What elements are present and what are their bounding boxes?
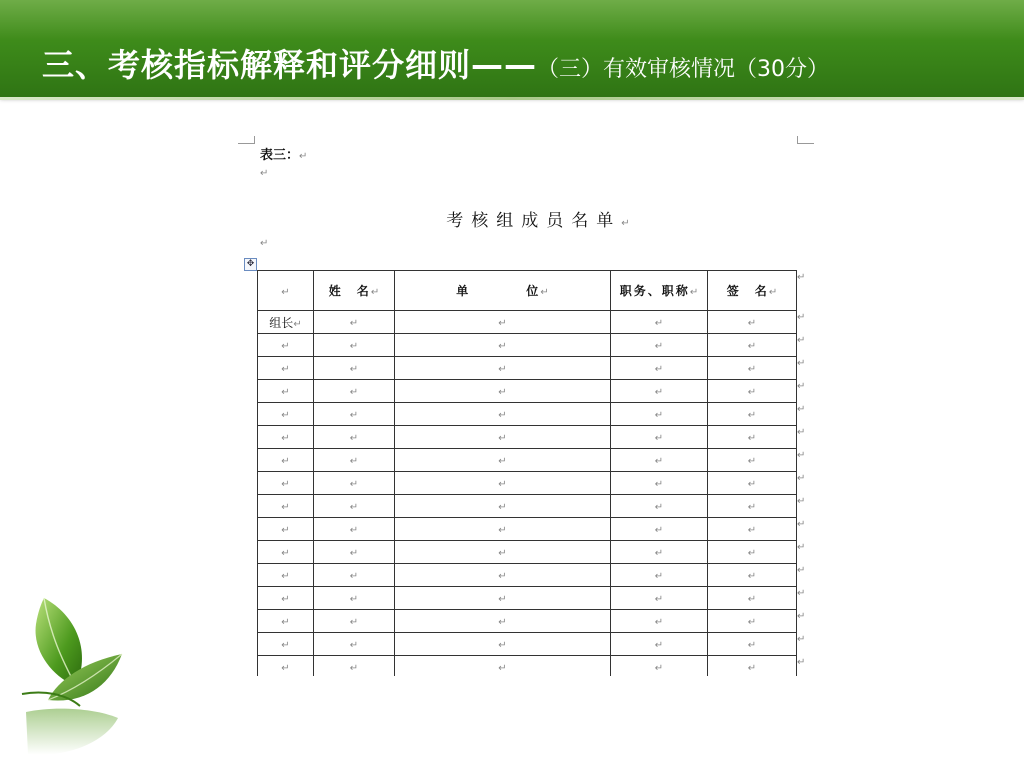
document-heading-text: 考核组成员名单 [446,211,622,231]
table-cell[interactable] [395,495,611,518]
paragraph-mark: ↵ [349,502,359,513]
table-cell[interactable] [314,449,395,472]
table-cell[interactable] [258,587,314,610]
row-end-mark: ↵ [797,496,806,507]
paragraph-mark: ↵ [654,640,664,651]
table-cell[interactable] [314,564,395,587]
slide-title-main: 三、考核指标解释和评分细则—— [42,46,538,84]
table-cell[interactable] [395,564,611,587]
row-end-mark: ↵ [797,634,806,645]
paragraph-mark: ↵ [654,410,664,421]
row-end-mark: ↵ [797,358,806,369]
paragraph-mark: ↵ [281,594,290,605]
paragraph-mark: ↵ [498,364,507,375]
table-cell[interactable] [395,426,611,449]
paragraph-mark: ↵ [349,594,359,605]
table-cell[interactable] [611,403,708,426]
table-cell[interactable] [708,564,797,587]
slide-header [0,0,1024,97]
table-cell[interactable] [258,357,314,380]
paragraph-mark: ↵ [498,548,507,559]
paragraph-mark: ↵ [370,287,380,298]
table-cell[interactable] [314,495,395,518]
row-end-mark: ↵ [797,657,806,668]
paragraph-mark: ↵ [281,571,290,582]
table-cell[interactable] [708,472,797,495]
paragraph-mark: ↵ [747,571,757,582]
table-row [258,380,797,403]
table-cell[interactable] [258,564,314,587]
paragraph-mark: ↵ [654,571,664,582]
table-cell[interactable] [708,518,797,541]
table-cell[interactable] [611,587,708,610]
table-cell[interactable] [395,403,611,426]
paragraph-mark: ↵ [747,640,757,651]
table-cell[interactable] [708,426,797,449]
column-header [395,271,611,311]
paragraph-mark: ↵ [654,364,664,375]
slide-title-sub: （三）有效审核情况（30分） [537,57,830,82]
table-cell[interactable] [395,357,611,380]
paragraph-mark: ↵ [747,433,757,444]
paragraph-mark: ↵ [281,502,290,513]
paragraph-mark: ↵ [281,364,290,375]
paragraph-mark: ↵ [281,479,290,490]
column-header [611,271,708,311]
column-header-label: 职务、职称 [619,284,690,298]
table-cell[interactable] [314,472,395,495]
table-cell[interactable] [258,656,314,677]
paragraph-mark: ↵ [498,663,507,674]
paragraph-mark: ↵ [498,617,507,628]
table-cell[interactable] [395,449,611,472]
table-cell[interactable] [258,633,314,656]
roster-table [257,270,797,676]
row-end-mark: ↵ [797,611,806,622]
table-move-handle-icon[interactable]: ✥ [244,258,257,271]
header-divider [0,97,1024,100]
table-cell[interactable] [258,449,314,472]
paragraph-mark: ↵ [281,456,290,467]
empty-paragraph-mark: ↵ [260,238,269,249]
table-row [258,656,797,677]
table-label-text: 表三： [260,148,300,163]
table-cell[interactable] [314,380,395,403]
paragraph-mark: ↵ [281,410,290,421]
table-label [260,144,307,163]
table-cell[interactable] [258,472,314,495]
paragraph-mark: ↵ [747,594,757,605]
paragraph-mark: ↵ [281,286,290,298]
paragraph-mark: ↵ [281,617,290,628]
table-cell[interactable] [611,472,708,495]
row-end-mark: ↵ [797,588,806,599]
paragraph-mark: ↵ [498,640,507,651]
paragraph-mark: ↵ [281,548,290,559]
table-cell[interactable] [708,334,797,357]
paragraph-mark: ↵ [349,640,359,651]
paragraph-mark: ↵ [747,525,757,536]
paragraph-mark: ↵ [349,617,359,628]
row-end-mark: ↵ [797,519,806,530]
table-row [258,311,797,334]
table-cell[interactable] [708,311,797,334]
table-header-row [258,271,797,311]
paragraph-mark: ↵ [498,571,507,582]
paragraph-mark: ↵ [654,617,664,628]
table-cell[interactable] [611,449,708,472]
margin-corner-top-left [238,136,255,144]
row-end-mark: ↵ [797,565,806,576]
table-cell[interactable] [708,495,797,518]
paragraph-mark: ↵ [498,456,507,467]
table-cell[interactable] [708,357,797,380]
paragraph-mark: ↵ [349,571,359,582]
table-cell[interactable] [258,380,314,403]
table-cell[interactable] [314,633,395,656]
paragraph-mark: ↵ [747,387,757,398]
paragraph-mark: ↵ [498,502,507,513]
paragraph-mark: ↵ [747,364,757,375]
paragraph-mark: ↵ [747,548,757,559]
paragraph-mark: ↵ [349,548,359,559]
paragraph-mark: ↵ [747,410,757,421]
table-row [258,518,797,541]
table-cell[interactable] [314,426,395,449]
paragraph-mark: ↵ [654,318,664,329]
table-cell[interactable] [314,357,395,380]
column-header [708,271,797,311]
table-cell[interactable] [708,587,797,610]
table-cell[interactable] [258,541,314,564]
paragraph-mark: ↵ [498,341,507,352]
paragraph-mark: ↵ [654,502,664,513]
table-cell[interactable] [258,518,314,541]
paragraph-mark: ↵ [654,341,664,352]
table-cell[interactable] [611,334,708,357]
table-cell[interactable] [314,311,395,334]
cell-text: 组长 [269,315,294,330]
table-cell[interactable] [611,541,708,564]
table-cell[interactable] [395,541,611,564]
table-cell[interactable] [708,449,797,472]
paragraph-mark: ↵ [349,318,359,329]
table-row [258,564,797,587]
column-header [258,271,314,311]
leaf-decoration [14,594,130,764]
column-header [314,271,395,311]
table-row [258,449,797,472]
table-cell[interactable] [611,518,708,541]
paragraph-mark: ↵ [349,525,359,536]
row-end-mark: ↵ [797,404,806,415]
paragraph-mark: ↵ [281,387,290,398]
paragraph-mark: ↵ [768,287,778,298]
row-end-mark: ↵ [797,312,806,323]
table-cell[interactable] [395,610,611,633]
paragraph-mark: ↵ [654,525,664,536]
paragraph-mark: ↵ [281,640,290,651]
row-end-mark: ↵ [797,473,806,484]
table-cell[interactable] [611,380,708,403]
paragraph-mark: ↵ [349,410,359,421]
table-cell[interactable] [611,564,708,587]
paragraph-mark: ↵ [293,318,302,330]
row-end-mark: ↵ [797,542,806,553]
paragraph-mark: ↵ [281,525,290,536]
paragraph-mark: ↵ [281,663,290,674]
table-cell[interactable] [395,656,611,677]
paragraph-mark: ↵ [498,433,507,444]
row-end-mark: ↵ [797,427,806,438]
row-end-mark: ↵ [797,381,806,392]
table-cell[interactable] [395,380,611,403]
table-cell[interactable] [611,656,708,677]
document-heading [236,206,816,231]
paragraph-mark: ↵ [498,387,507,398]
paragraph-mark: ↵ [621,218,630,229]
document-screenshot [236,134,816,676]
paragraph-mark: ↵ [349,387,359,398]
column-header-label: 姓 名 [328,284,371,298]
paragraph-mark: ↵ [349,364,359,375]
table-cell[interactable] [611,633,708,656]
table-cell[interactable] [611,495,708,518]
paragraph-mark: ↵ [747,456,757,467]
paragraph-mark: ↵ [349,479,359,490]
table-cell[interactable] [708,633,797,656]
paragraph-mark: ↵ [349,663,359,674]
table-cell[interactable] [395,633,611,656]
table-cell[interactable] [708,380,797,403]
table-row [258,633,797,656]
paragraph-mark: ↵ [281,433,290,444]
table-cell[interactable] [258,403,314,426]
paragraph-mark: ↵ [654,433,664,444]
paragraph-mark: ↵ [654,594,664,605]
paragraph-mark: ↵ [349,433,359,444]
table-cell[interactable] [708,403,797,426]
table-row [258,403,797,426]
table-row [258,472,797,495]
table-cell[interactable] [708,610,797,633]
row-end-mark: ↵ [797,272,806,283]
paragraph-mark: ↵ [498,525,507,536]
empty-paragraph-mark: ↵ [260,168,269,179]
paragraph-mark: ↵ [654,479,664,490]
table-row [258,610,797,633]
column-header-label: 签 名 [726,284,769,298]
paragraph-mark: ↵ [349,456,359,467]
table-cell[interactable] [314,334,395,357]
paragraph-mark: ↵ [498,318,507,329]
table-cell[interactable] [708,541,797,564]
table-row [258,495,797,518]
paragraph-mark: ↵ [654,548,664,559]
paragraph-mark: ↵ [654,663,664,674]
table-cell[interactable] [258,610,314,633]
table-cell[interactable] [258,334,314,357]
table-cell[interactable] [395,472,611,495]
paragraph-mark: ↵ [540,287,549,298]
table-row [258,541,797,564]
table-row [258,587,797,610]
table-cell[interactable] [708,656,797,677]
paragraph-mark: ↵ [747,617,757,628]
paragraph-mark: ↵ [654,456,664,467]
paragraph-mark: ↵ [747,479,757,490]
table-cell[interactable] [258,311,314,334]
paragraph-mark: ↵ [654,387,664,398]
table-row [258,357,797,380]
table-cell[interactable] [611,610,708,633]
paragraph-mark: ↵ [498,479,507,490]
paragraph-mark: ↵ [281,341,290,352]
table-cell[interactable] [395,518,611,541]
header-shine [0,0,1024,40]
paragraph-mark: ↵ [689,287,699,298]
table-cell[interactable] [314,518,395,541]
row-end-mark: ↵ [797,450,806,461]
paragraph-mark: ↵ [747,502,757,513]
table-cell[interactable] [258,495,314,518]
table-cell[interactable] [314,656,395,677]
column-header-label: 单 位 [456,284,541,298]
table-row [258,426,797,449]
table-cell[interactable] [314,403,395,426]
paragraph-mark: ↵ [747,341,757,352]
table-cell[interactable] [314,541,395,564]
paragraph-mark: ↵ [498,410,507,421]
slide-title [42,40,829,86]
table-cell[interactable] [395,311,611,334]
table-cell[interactable] [611,357,708,380]
paragraph-mark: ↵ [299,151,308,162]
row-end-mark: ↵ [797,335,806,346]
table-cell[interactable] [395,334,611,357]
table-cell[interactable] [395,587,611,610]
margin-corner-top-right [797,136,814,144]
table-row [258,334,797,357]
paragraph-mark: ↵ [349,341,359,352]
table-cell[interactable] [611,311,708,334]
table-cell[interactable] [314,610,395,633]
paragraph-mark: ↵ [498,594,507,605]
paragraph-mark: ↵ [747,318,757,329]
table-cell[interactable] [258,426,314,449]
table-cell[interactable] [611,426,708,449]
table-cell[interactable] [314,587,395,610]
paragraph-mark: ↵ [747,663,757,674]
